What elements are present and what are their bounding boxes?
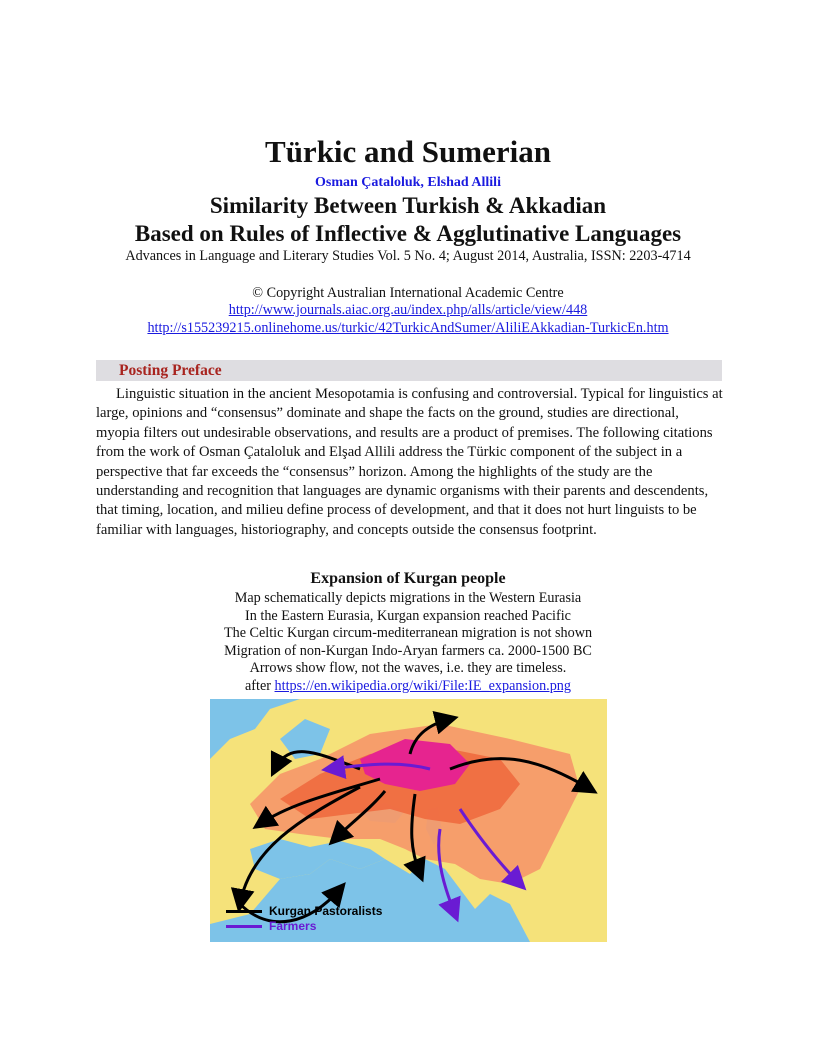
- figure-caption: [0, 590, 816, 696]
- journal-link-row: [0, 302, 816, 319]
- caption-line-6: [0, 678, 816, 696]
- legend-label-farmers: Farmers: [269, 919, 317, 933]
- caption-line-1: Map schematically depicts migrations in the Western Eurasia: [234, 590, 582, 606]
- caption-line-4: Migration of non-Kurgan Indo-Aryan farmers ca. 2000-1500 BC: [224, 642, 592, 659]
- caption-prefix: after: [244, 677, 275, 694]
- author-names: Osman Çataloluk, Elshad Allili: [315, 175, 501, 190]
- legend-row-farmers: [226, 919, 382, 934]
- subtitle-line-2: Based on Rules of Inflective & Agglutinative Languages: [134, 221, 682, 246]
- preface-heading-bar: [96, 360, 722, 381]
- copyright-line: © Copyright Australian International Academic Centre: [252, 285, 564, 301]
- preface-heading: Posting Preface: [119, 362, 222, 379]
- caption-line-5: Arrows show flow, not the waves, i.e. they are timeless.: [249, 660, 567, 677]
- journal-article-link[interactable]: http://www.journals.aiac.org.au/index.php/alls/article/view/448: [228, 302, 588, 318]
- document-title: Türkic and Sumerian: [265, 134, 551, 169]
- journal-citation: Advances in Language and Literary Studies Vol. 5 No. 4; August 2014, Australia, ISSN: 2203-4714: [125, 248, 691, 264]
- wikipedia-source-link[interactable]: https://en.wikipedia.org/wiki/File:IE_expansion.png: [274, 677, 571, 694]
- caption-line-3: The Celtic Kurgan circum-mediterranean migration is not shown: [223, 625, 593, 642]
- legend-row-kurgan: [226, 904, 382, 919]
- preface-paragraph: Linguistic situation in the ancient Mesopotamia is confusing and controversial. Typical for linguistics at large, opinions and “consensus” dominate and shape the facts on the ground, studies are directional, myopia filters out undesirable observations, and results are a product of premises. The following citations from the work of Osman Çataloluk and Elşad Allili address the Türkic component of the subject in a perspective that far exceeds the “consensus” horizon. Among the highlights of the study are the understanding and recognition that languages are dynamic organisms with their parents and descendents, that timing, location, and milieu define process of development, and that it does not hurt linguists to be familiar with languages, historiography, and concepts outside the consensus footprint.: [96, 386, 723, 538]
- mirror-article-link[interactable]: http://s155239215.onlinehome.us/turkic/42TurkicAndSumer/AliliEAkkadian-TurkicEn.htm: [147, 320, 669, 336]
- legend-swatch-kurgan: [226, 910, 262, 913]
- legend-swatch-farmers: [226, 925, 262, 928]
- caption-line-2: In the Eastern Eurasia, Kurgan expansion reached Pacific: [245, 607, 571, 624]
- kurgan-expansion-map: [210, 699, 607, 942]
- mirror-link-row: [0, 320, 816, 337]
- subtitle-line-1: Similarity Between Turkish & Akkadian: [209, 193, 607, 218]
- article-subtitle: [0, 192, 816, 248]
- legend-label-kurgan: Kurgan Pastoralists: [269, 904, 383, 918]
- map-legend: [226, 904, 382, 934]
- figure-title: Expansion of Kurgan people: [310, 570, 506, 587]
